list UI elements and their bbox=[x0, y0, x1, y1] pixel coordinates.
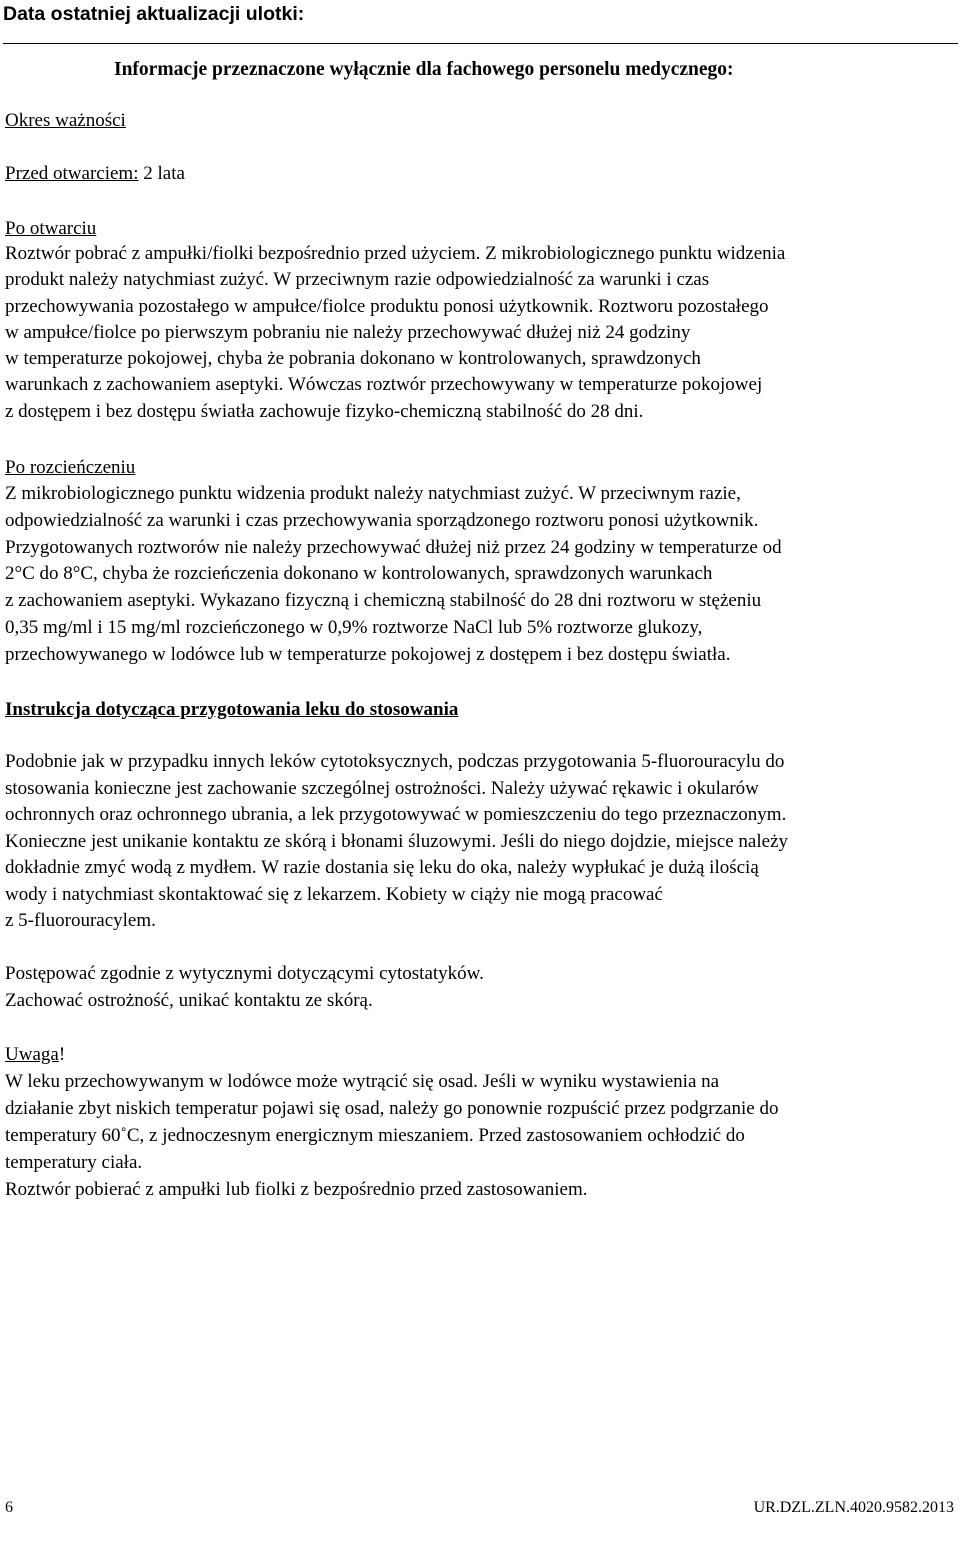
page-number: 6 bbox=[5, 1499, 13, 1516]
warning-mark: ! bbox=[58, 1044, 66, 1065]
after-dilution-heading bbox=[5, 455, 135, 481]
text-line: działanie zbyt niskich temperatur pojawi się osad, należy go ponownie rozpuścić przez podgrzanie do bbox=[5, 1098, 779, 1119]
text-line: Roztwór pobrać z ampułki/fiolki bezpośrednio przed użyciem. Z mikrobiologicznego punktu widzenia bbox=[5, 243, 786, 264]
text-line: W leku przechowywanym w lodówce może wytrącić się osad. Jeśli w wyniku wystawienia na bbox=[5, 1071, 720, 1092]
text-line: temperatury ciała. bbox=[5, 1152, 143, 1173]
shelf-life-heading bbox=[5, 108, 126, 134]
document-code: UR.DZL.ZLN.4020.9582.2013 bbox=[753, 1499, 954, 1516]
text-line: stosowania konieczne jest zachowanie szczególnej ostrożności. Należy używać rękawic i okularów bbox=[5, 777, 759, 799]
after-dilution-text bbox=[5, 481, 955, 669]
text-line: Podobnie jak w przypadku innych leków cytotoksycznych, podczas przygotowania 5-fluorouracylu do bbox=[5, 751, 785, 772]
text-line: odpowiedzialność za warunki i czas przechowywania sporządzonego roztworu ponosi użytkownik. bbox=[5, 509, 759, 531]
text-line: Przygotowanych roztworów nie należy przechowywać dłużej niż przez 24 godziny w temperaturze od bbox=[5, 536, 782, 558]
text-line: przechowywanego w lodówce lub w temperaturze pokojowej z dostępem i bez dostępu światła. bbox=[5, 643, 731, 665]
text-line: z 5-fluorouracylem. bbox=[5, 910, 156, 931]
after-dilution-heading-text: Po rozcieńczeniu bbox=[5, 457, 136, 478]
before-opening-value: 2 lata bbox=[138, 163, 185, 184]
text-line: z zachowaniem aseptyki. Wykazano fizyczną i chemiczną stabilność do 28 dni roztworu w stężeniu bbox=[5, 590, 762, 612]
text-line: Roztwór pobierać z ampułki lub fiolki z bezpośrednio przed zastosowaniem. bbox=[5, 1179, 588, 1200]
text-line: 2°C do 8°C, chyba że rozcieńczenia dokonano w kontrolowanych, sprawdzonych warunkach bbox=[5, 563, 713, 585]
text-line: w ampułce/fiolce po pierwszym pobraniu nie należy przechowywać dłużej niż 24 godziny bbox=[5, 321, 691, 343]
warning-heading-text: Uwaga bbox=[5, 1044, 59, 1065]
instructions-paragraph-1 bbox=[5, 749, 955, 935]
after-opening-heading-text: Po otwarciu bbox=[5, 218, 97, 239]
after-opening-heading bbox=[5, 216, 96, 242]
instructions-heading bbox=[5, 697, 458, 723]
warning-text bbox=[5, 1068, 955, 1203]
text-line: z dostępem i bez dostępu światła zachowuje fizyko-chemiczną stabilność do 28 dni. bbox=[5, 400, 644, 422]
after-opening-text bbox=[5, 241, 955, 425]
header-divider bbox=[3, 43, 958, 44]
text-line: w temperaturze pokojowej, chyba że pobrania dokonano w kontrolowanych, sprawdzonych bbox=[5, 348, 701, 370]
last-update-label: Data ostatniej aktualizacji ulotki: bbox=[3, 3, 305, 25]
info-title: Informacje przeznaczone wyłącznie dla fachowego personelu medycznego: bbox=[114, 59, 734, 80]
text-line: 0,35 mg/ml i 15 mg/ml rozcieńczonego w 0,9% roztworze NaCl lub 5% roztworze glukozy, bbox=[5, 616, 703, 638]
warning-heading bbox=[5, 1042, 65, 1068]
text-line: przechowywania pozostałego w ampułce/fiolce produktu ponosi użytkownik. Roztworu pozostałego bbox=[5, 295, 769, 317]
shelf-life-heading-text: Okres ważności bbox=[5, 110, 126, 131]
text-line: Konieczne jest unikanie kontaktu ze skórą i błonami śluzowymi. Jeśli do niego dojdzie, miejsce należy bbox=[5, 830, 789, 852]
instructions-heading-text: Instrukcja dotycząca przygotowania leku do stosowania bbox=[5, 699, 459, 720]
text-line: Z mikrobiologicznego punktu widzenia produkt należy natychmiast zużyć. W przeciwnym razie, bbox=[5, 483, 741, 504]
before-opening-label: Przed otwarciem: bbox=[5, 163, 139, 184]
text-line: dokładnie zmyć wodą z mydłem. W razie dostania się leku do oka, należy wypłukać je dużą ilością bbox=[5, 857, 759, 878]
text-line: temperatury 60˚C, z jednoczesnym energicznym mieszaniem. Przed zastosowaniem ochłodzić do bbox=[5, 1125, 745, 1146]
before-opening bbox=[5, 161, 185, 187]
text-line: wody i natychmiast skontaktować się z lekarzem. Kobiety w ciąży nie mogą pracować bbox=[5, 883, 663, 905]
text-line: Postępować zgodnie z wytycznymi dotyczącymi cytostatyków. bbox=[5, 963, 484, 984]
text-line: Zachować ostrożność, unikać kontaktu ze skórą. bbox=[5, 989, 373, 1011]
instructions-paragraph-2 bbox=[5, 961, 955, 1014]
text-line: produkt należy natychmiast zużyć. W przeciwnym razie odpowiedzialność za warunki i czas bbox=[5, 269, 710, 291]
text-line: ochronnych oraz ochronnego ubrania, a lek przygotowywać w pomieszczeniu do tego przeznaczonym. bbox=[5, 804, 787, 825]
text-line: warunkach z zachowaniem aseptyki. Wówczas roztwór przechowywany w temperaturze pokojowej bbox=[5, 374, 763, 396]
